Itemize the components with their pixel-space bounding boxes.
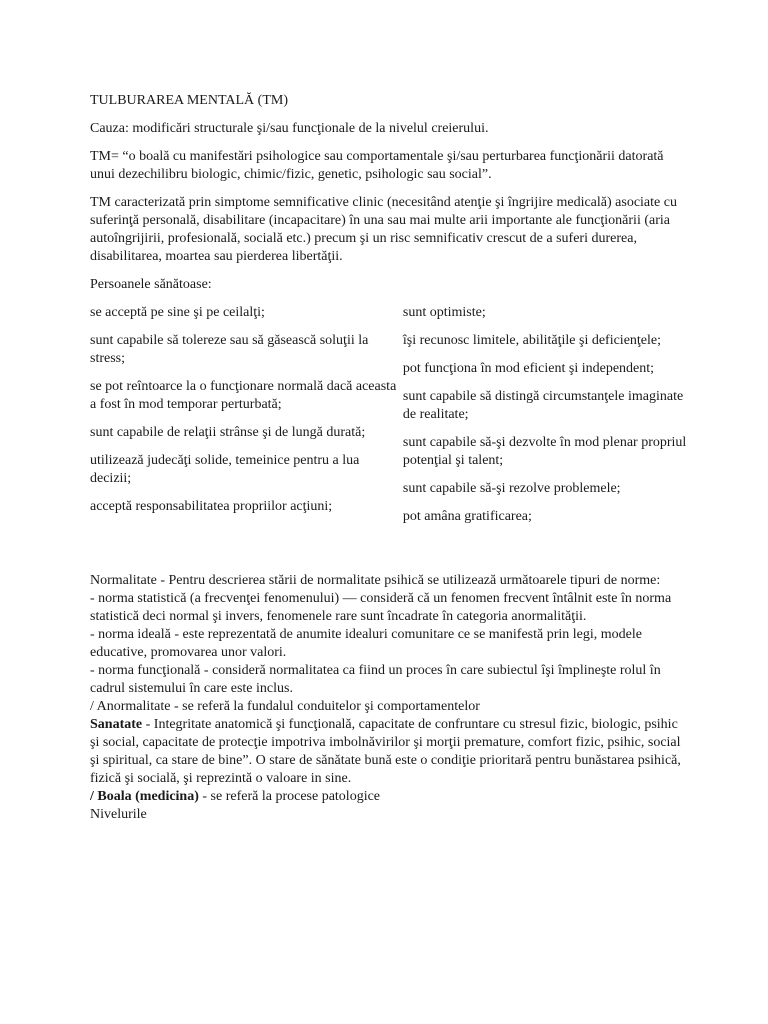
definition-paragraph: TM= “o boală cu manifestări psihologice sau comportamentale şi/sau perturbarea funcţionării datorată unui dezechilibru biologic, chimic/fizic, genetic, psihologic sau social”.: [90, 149, 664, 182]
healthy-traits-columns: [90, 304, 690, 536]
health-term: Sanatate: [90, 717, 143, 732]
levels-heading: Nivelurile: [90, 807, 147, 822]
document-page: [90, 92, 690, 824]
trait-item: acceptă responsabilitatea propriilor acţiuni;: [90, 499, 333, 514]
cause-paragraph: Cauza: modificări structurale şi/sau funcţionale de la nivelul creierului.: [90, 121, 489, 136]
functional-norm: - norma funcţională - consideră normalitatea ca fiind un proces în care subiectul îşi împlineşte rolul în cadrul sistemului în care este inclus.: [90, 663, 661, 696]
ideal-norm: - norma ideală - este reprezentată de anumite idealuri comunitare ce se manifestă prin legi, modele educative, promovarea unor valori.: [90, 627, 642, 660]
health-paragraph: [90, 716, 690, 788]
trait-item: sunt capabile să-şi rezolve problemele;: [402, 481, 621, 496]
normality-section: [90, 572, 690, 824]
trait-item: îşi recunosc limitele, abilităţile şi deficienţele;: [402, 333, 662, 348]
disease-term: / Boala (medicina): [90, 789, 199, 804]
characterization-paragraph: TM caracterizată prin simptome semnificative clinic (necesitând atenţie şi îngrijire medicală) asociate cu suferinţă personală, disabilitare (incapacitare) în una sau mai multe arii importante ale funcţionării (aria autoîngrijirii, profesională, socială etc.) precum şi un risc semnificativ crescut de a suferi durerea, disabilitarea, moartea sau pierderea libertăţii.: [90, 195, 677, 264]
document-title: TULBURAREA MENTALĂ (TM): [90, 93, 288, 108]
disease-text: - se referă la procese patologice: [198, 789, 381, 804]
health-text: - Integritate anatomică şi funcţională, capacitate de confruntare cu stresul fizic, biologic, psihic şi social, capacitate de protecţie impotriva imbolnăvirilor şi morţii premature, comfort fizic, psihic, social şi spiritual, ca stare de bine”. O stare de sănătate bună este o condiţie prioritară pentru bunăstarea psihică, fizică şi socială, şi reprezintă o valoare in sine.: [90, 717, 681, 786]
trait-item: se pot reîntoarce la o funcţionare normală dacă aceasta a fost în mod temporar perturbată;: [90, 379, 397, 412]
traits-left-column: [90, 304, 403, 536]
traits-right-column: [403, 304, 690, 536]
trait-item: pot funcţiona în mod eficient şi independent;: [402, 361, 655, 376]
healthy-persons-heading: Persoanele sănătoase:: [90, 277, 212, 292]
trait-item: se acceptă pe sine şi pe ceilalţi;: [90, 305, 265, 320]
disease-line: [90, 788, 690, 806]
trait-item: sunt capabile să tolereze sau să găsească soluţii la stress;: [90, 333, 369, 366]
normality-intro: Normalitate - Pentru descrierea stării de normalitate psihică se utilizează următoarele tipuri de norme:: [90, 573, 661, 588]
statistical-norm: - norma statistică (a frecvenţei fenomenului) — consideră că un fenomen frecvent întâlnit este în norma statistică deci normal şi invers, fenomenele rare sunt încadrate în categoria anormalităţii.: [90, 591, 672, 624]
trait-item: sunt capabile de relaţii strânse şi de lungă durată;: [90, 425, 366, 440]
trait-item: sunt capabile să distingă circumstanţele imaginate de realitate;: [402, 389, 684, 422]
trait-item: sunt capabile să-şi dezvolte în mod plenar propriul potenţial şi talent;: [402, 435, 687, 468]
trait-item: pot amâna gratificarea;: [402, 509, 532, 524]
abnormality-line: / Anormalitate - se referă la fundalul conduitelor şi comportamentelor: [90, 699, 480, 714]
trait-item: sunt optimiste;: [402, 305, 486, 320]
trait-item: utilizează judecăţi solide, temeinice pentru a lua decizii;: [90, 453, 360, 486]
